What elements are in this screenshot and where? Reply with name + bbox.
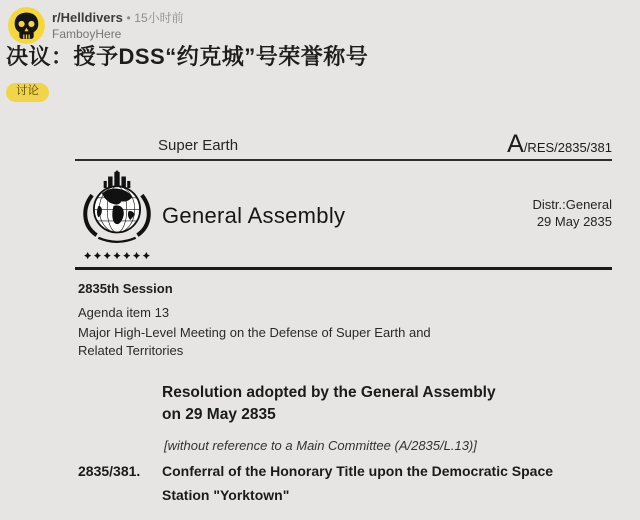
session-label: 2835th Session [78,281,173,296]
post-title: 决议：授予DSS“约克城”号荣誉称号 [6,44,369,69]
meta-separator: • [126,11,131,25]
helldivers-skull-icon [8,7,45,44]
resolution-title-line1: Conferral of the Honorary Title upon the Democratic Space [162,463,554,479]
document-symbol-prefix: A [507,130,524,158]
subreddit-link[interactable]: r/Helldivers [52,10,123,25]
agenda-topic-line2: Related Territories [78,343,184,358]
committee-note: [without reference to a Main Committee (A/2835/L.13)] [164,438,477,453]
post-time: 15小时前 [134,11,184,25]
general-assembly-title: General Assembly [162,203,346,228]
resolution-heading-line2: on 29 May 2835 [162,406,276,423]
post-author[interactable]: FamboyHere [52,27,122,41]
header-divider-thin [75,159,612,161]
subreddit-avatar[interactable] [8,7,45,44]
post-meta-row [52,9,184,26]
document-symbol [507,130,612,159]
header-divider-thick [75,267,612,270]
resolution-heading-line1: Resolution adopted by the General Assembly [162,384,496,401]
agenda-topic-line1: Major High-Level Meeting on the Defense of Super Earth and [78,325,431,340]
distribution-block [533,196,612,230]
resolution-title-line2: Station "Yorktown" [162,487,290,503]
agenda-item-label: Agenda item 13 [78,305,170,320]
document-symbol-rest: /RES/2835/381 [523,140,612,155]
post-flair-badge[interactable]: 讨论 [6,83,49,102]
super-earth-emblem-icon [77,170,157,268]
resolution-number: 2835/381. [78,463,141,479]
distribution-date: 29 May 2835 [536,214,612,229]
document-org-title: Super Earth [158,137,239,154]
distribution-type: Distr.:General [532,197,612,212]
resolution-document-image[interactable] [0,118,640,520]
